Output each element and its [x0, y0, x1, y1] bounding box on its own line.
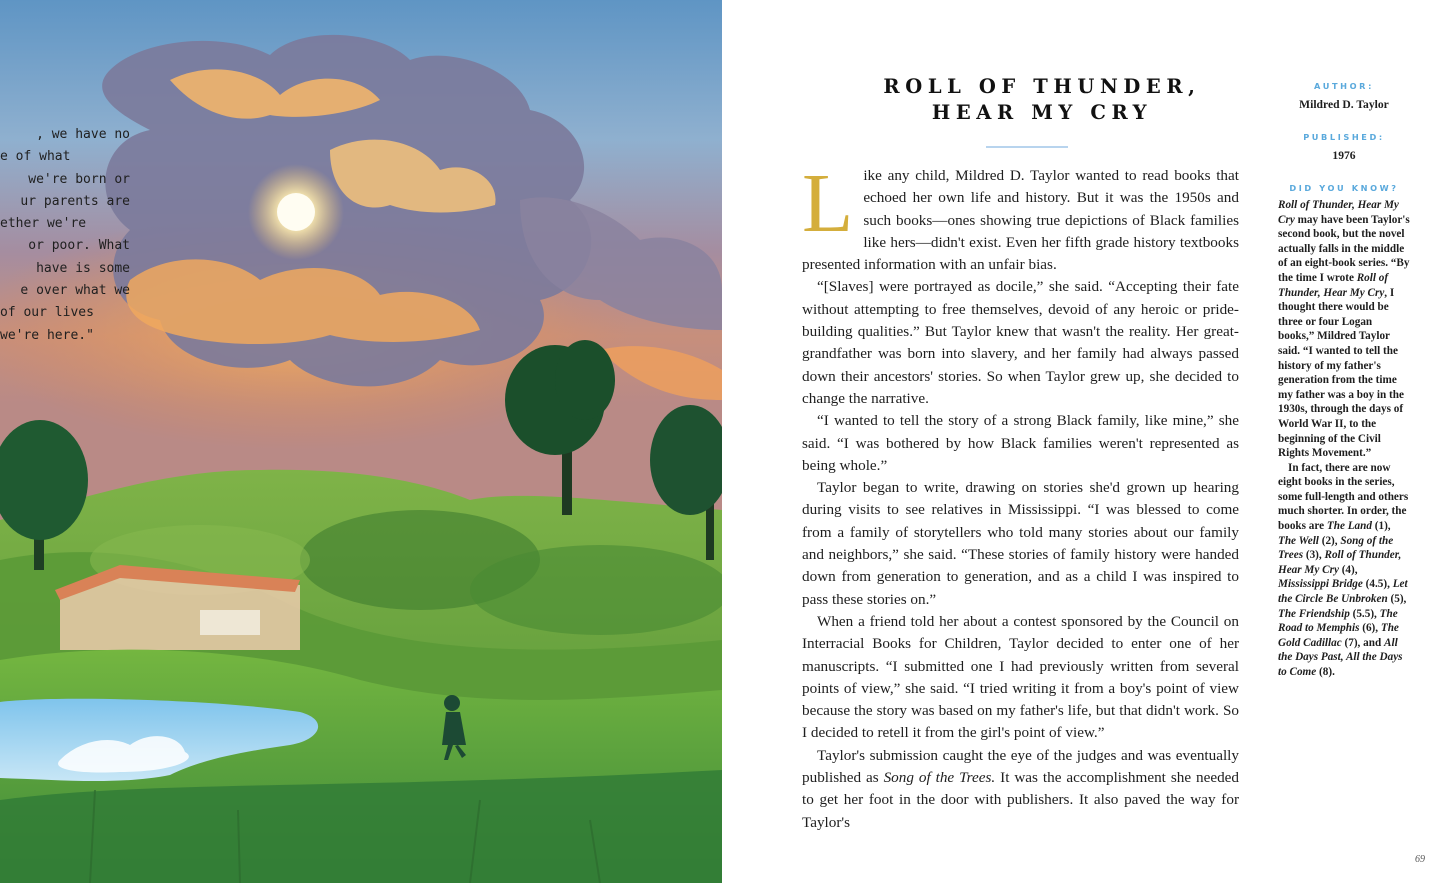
title-line-2: HEAR MY CRY	[931, 101, 1153, 124]
published-label: PUBLISHED:	[1303, 132, 1385, 142]
paragraph-2: “[Slaves] were portrayed as docile,” she said. “Accepting their fate without attempting to free themselves, devoid of any heroic or pride-building qualities.” But Taylor knew that wasn't the reality. Her great-grandfather was born into slavery, and her family had always passed down their ancestors' stories. So when Taylor grew up, she decided to change the narrative.	[802, 278, 1239, 407]
book-number: (1),	[1371, 520, 1391, 533]
article-body	[802, 157, 1239, 834]
book-title: Roll of Thunder, Hear My Cry	[1278, 549, 1402, 576]
did-you-know-label: DID YOU KNOW?	[1289, 183, 1399, 193]
book-title: The Friendship	[1278, 607, 1350, 620]
book-number: (5),	[1387, 593, 1407, 606]
pull-quote	[0, 124, 130, 347]
did-you-know-text	[1278, 198, 1410, 680]
illustration	[0, 0, 722, 883]
dyk-text: , I thought there would be three or four Logan books,” Mildred Taylor said. “I wanted to tell the history of my father's generation from the time my father was a boy in the 1930s, through the days of World War II, to the beginning of the Civil Rights Movement.”	[1278, 286, 1404, 460]
book-title: The Land	[1326, 520, 1372, 533]
quote-line: we're born or	[28, 171, 130, 187]
sidebar	[1278, 80, 1410, 680]
paragraph-1	[802, 157, 1239, 276]
title-divider	[986, 146, 1068, 148]
quote-line: e of what	[0, 149, 71, 165]
quote-line: of our lives	[0, 305, 94, 321]
book-number: (4),	[1338, 563, 1358, 576]
book-number: (4.5),	[1362, 578, 1393, 591]
quote-line: , we have no	[36, 127, 130, 142]
dyk-paragraph-1	[1278, 198, 1410, 461]
page-number: 69	[1415, 854, 1425, 865]
paragraph-6	[802, 745, 1239, 834]
book-title: Mississippi Bridge	[1278, 578, 1363, 591]
p6-text-a: Taylor's submission caught the eye of the judges and was eventually published as	[802, 746, 1239, 787]
book-title: All the Days Past, All the Days to Come	[1278, 636, 1403, 678]
book-title: The Road to Memphis	[1278, 607, 1398, 635]
book-number: (3),	[1303, 549, 1325, 562]
dyk-text: In fact, there are now eight books in the series, some full-length and others much shorter. In order, the books are	[1278, 461, 1409, 533]
quote-line: e over what we	[20, 283, 130, 299]
text-page	[722, 0, 1445, 883]
title-line-1: ROLL OF THUNDER,	[883, 75, 1201, 98]
book-number: (7), and	[1341, 636, 1384, 649]
published-value: 1976	[1332, 149, 1356, 162]
book-number: (2),	[1318, 534, 1341, 547]
book-title: Song of the Trees	[1278, 534, 1394, 562]
quote-line: have is some	[36, 260, 130, 276]
book-title: Let the Circle Be Unbroken	[1278, 578, 1408, 606]
quote-line: ether we're	[0, 216, 87, 232]
book-number: (5.5),	[1349, 607, 1380, 620]
p6-text-b: It was the accomplishment she needed to get her foot in the door with publishers. It also paved the way for Taylor's	[802, 769, 1239, 831]
book-title: Roll of Thunder, Hear My Cry	[1278, 199, 1399, 226]
drop-cap: L	[802, 157, 854, 250]
author-label: AUTHOR:	[1314, 81, 1374, 91]
paragraph-5: When a friend told her about a contest sponsored by the Council on Interracial Books for Children, Taylor decided to enter one of her manuscripts. “I submitted one I had previously written from several points of view,” she said. “I tried writing it from a boy's point of view because the story was based on my father's life, but that didn't work. So I decided to retell it from the girl's point of view.”	[802, 612, 1239, 742]
dyk-paragraph-2	[1278, 461, 1410, 680]
book-number: (8).	[1316, 666, 1335, 678]
paragraph-3: “I wanted to tell the story of a strong Black family, like mine,” she said. “I was bothered by how Black families weren't represented as being whole.”	[802, 412, 1239, 474]
book-title: Roll of Thunder, Hear My Cry	[1278, 271, 1389, 299]
paragraph-1-text: ike any child, Mildred D. Taylor wanted to read books that echoed her own life and history. But it was the 1950s and such books—ones showing true depictions of Black families like hers—didn't exist. Even her fifth grade history textbooks presented information with an unfair bias.	[802, 167, 1239, 274]
quote-line: ur parents are	[20, 193, 130, 209]
author-value: Mildred D. Taylor	[1299, 98, 1389, 111]
book-number: (6),	[1359, 622, 1381, 635]
quote-line: we're here."	[0, 327, 94, 343]
dyk-text: may have been Taylor's second book, but the novel actually falls in the middle of an eight-book series. “By the time I wrote	[1278, 213, 1410, 284]
article-title	[817, 74, 1267, 126]
book-title-song: Song of the Trees.	[883, 769, 996, 787]
book-title: The Well	[1278, 534, 1319, 547]
book-title: The Gold Cadillac	[1278, 622, 1399, 649]
paragraph-4: Taylor began to write, drawing on stories she'd grown up hearing during visits to see relatives in Mississippi. “I was blessed to come from a family of storytellers who told many stories about our family and neighbors,” she said. “These stories of family history were handed down from generation to generation, and as a child I was inspired to pass these stories on.”	[802, 479, 1239, 608]
quote-line: or poor. What	[28, 238, 130, 254]
